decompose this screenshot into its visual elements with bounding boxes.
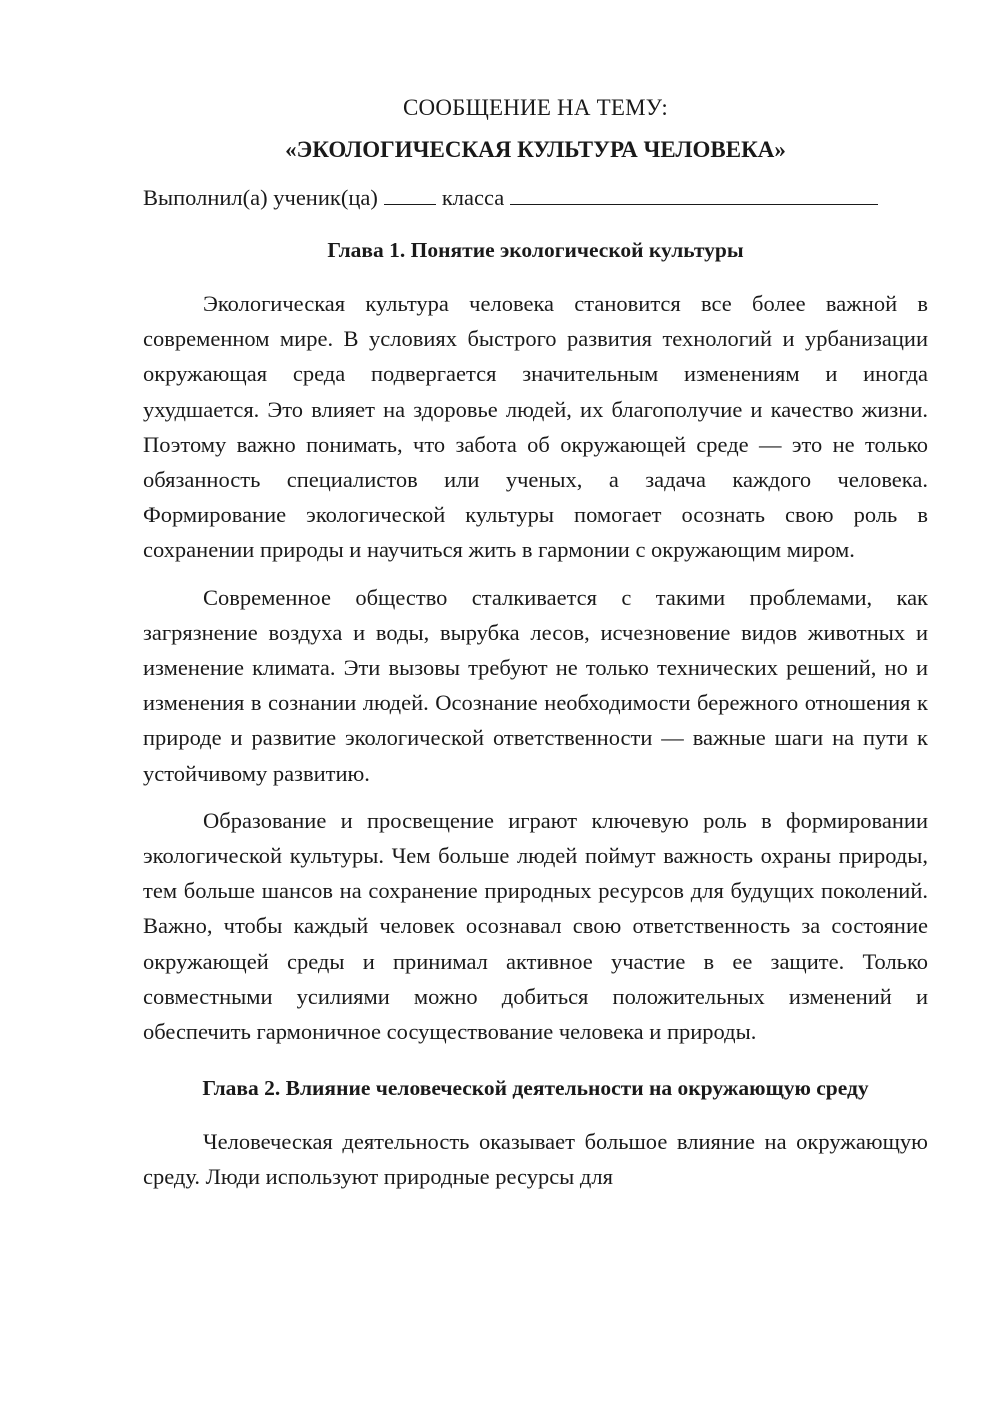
class-label: класса — [441, 185, 505, 210]
student-name-blank — [510, 184, 878, 205]
chapter-1-paragraph-3: Образование и просвещение играют ключевую роль в формировании экологической культуры. Чем больше людей поймут важность охраны природы, тем больше шансов на сохранение природных ресурсов для будущих поколений. Важно, чтобы каждый человек осознавал свою ответственность за состояние окружающей среды и принимал активное участие в ее защите. Только совместными усилиями можно добиться положительных изменений и обеспечить гармоничное сосуществование человека и природы. — [143, 807, 928, 1045]
performed-by-label: Выполнил(а) ученик(ца) — [143, 185, 378, 210]
chapter-2-heading: Глава 2. Влияние человеческой деятельности на окружающую среду — [202, 1076, 869, 1101]
chapter-2-paragraph-1: Человеческая деятельность оказывает большое влияние на окружающую среду. Люди используют природные ресурсы для — [143, 1129, 928, 1190]
chapter-1-heading: Глава 1. Понятие экологической культуры — [327, 238, 744, 262]
student-info-line — [143, 182, 928, 214]
chapter-1-paragraph-1: Экологическая культура человека становится все более важной в современном мире. В условиях быстрого развития технологий и урбанизации окружающая среда подвергается значительным изменениям и иногда ухудшается. Это влияет на здоровье людей, их благополучие и качество жизни. Поэтому важно понимать, что забота об окружающей среде — это не только обязанность специалистов или ученых, а задача каждого человека. Формирование экологической культуры помогает осознать свою роль в сохранении природы и научиться жить в гармонии с окружающим миром. — [143, 291, 928, 563]
class-number-blank — [384, 184, 436, 205]
chapter-1-paragraph-2: Современное общество сталкивается с такими проблемами, как загрязнение воздуха и воды, вырубка лесов, исчезновение видов животных и изменение климата. Эти вызовы требуют не только технических решений, но и изменения в сознании людей. Осознание необходимости бережного отношения к природе и развитие экологической ответственности — важные шаги на пути к устойчивому развитию. — [143, 584, 928, 786]
document-topic: «ЭКОЛОГИЧЕСКАЯ КУЛЬТУРА ЧЕЛОВЕКА» — [285, 137, 786, 162]
document-title: СООБЩЕНИЕ НА ТЕМУ: — [403, 95, 668, 120]
